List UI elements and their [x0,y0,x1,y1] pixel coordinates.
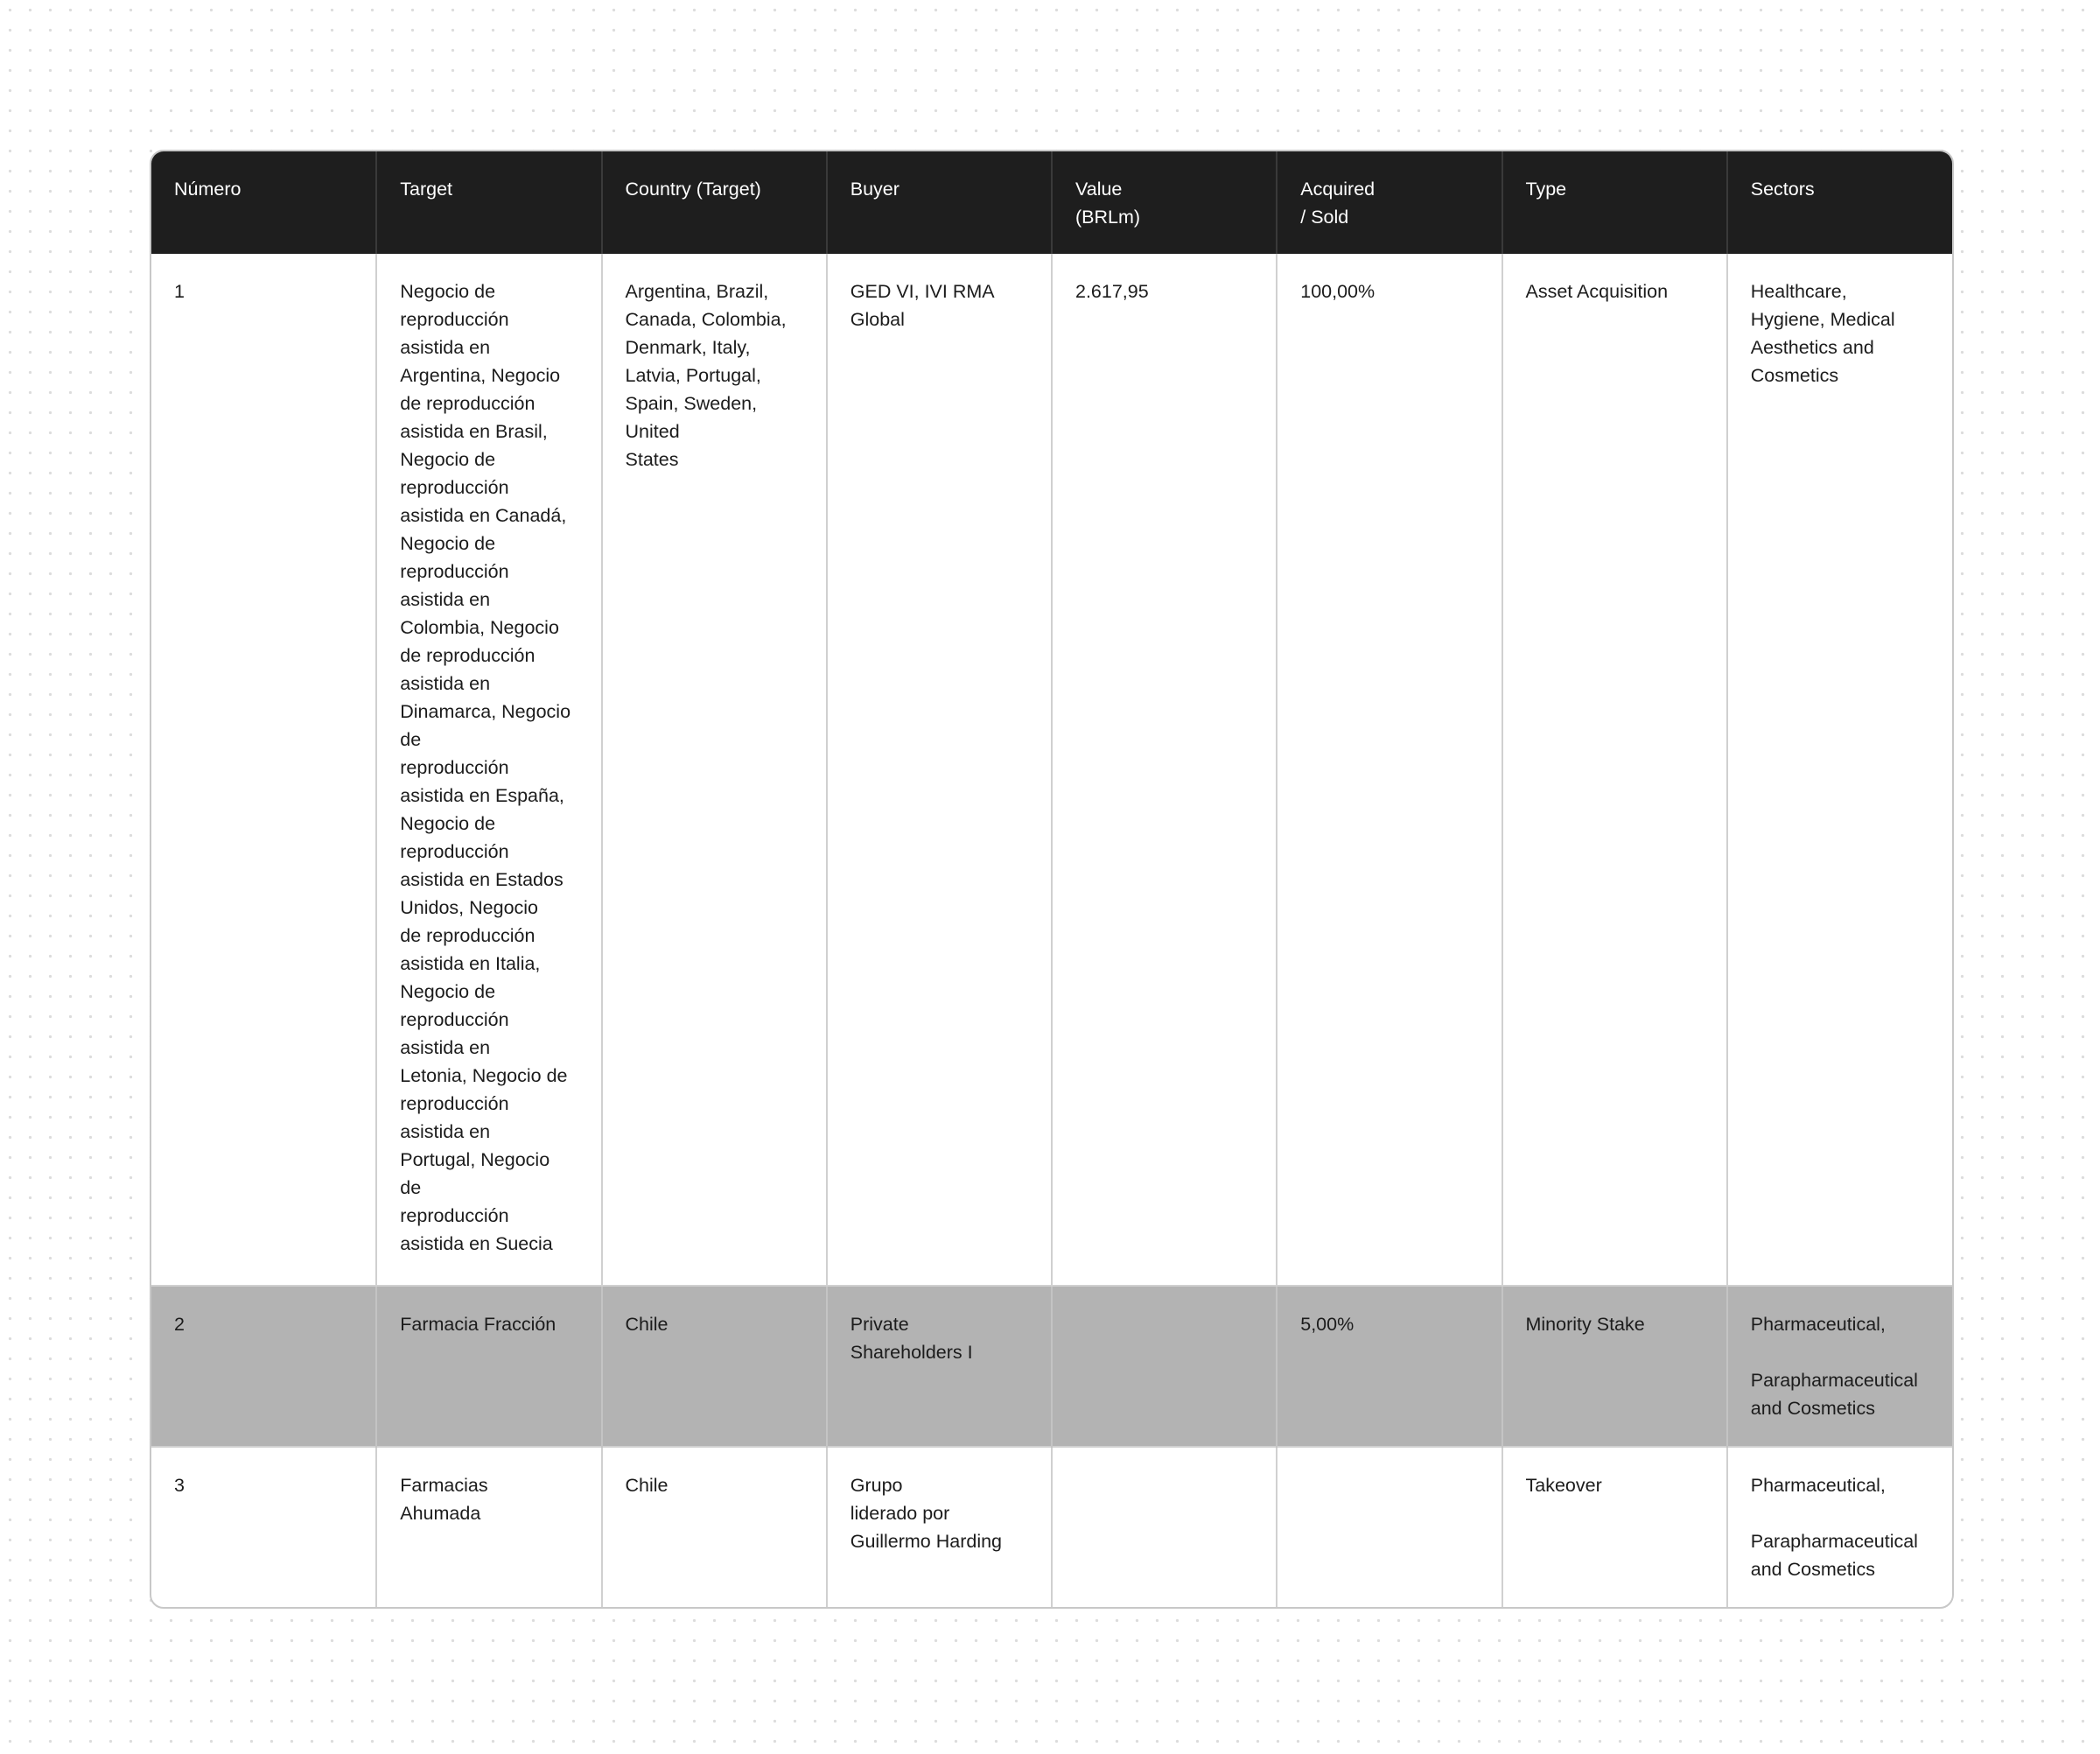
header-type: Type [1502,151,1727,254]
cell-country: Argentina, Brazil, Canada, Colombia, Denmark, Italy, Latvia, Portugal, Spain, Sweden, United States [602,254,827,1286]
cell-acquired-sold: 5,00% [1277,1286,1502,1447]
cell-numero: 2 [151,1286,376,1447]
cell-target: Farmacias Ahumada [376,1447,601,1607]
header-value: Value (BRLm) [1052,151,1277,254]
header-numero: Número [174,179,242,200]
cell-acquired-sold [1277,1447,1502,1607]
cell-value [1052,1447,1277,1607]
table-body [151,254,1952,1607]
cell-acquired-sold: 100,00% [1277,254,1502,1286]
header-acquired-sold: Acquired / Sold [1277,151,1502,254]
cell-buyer: Private Shareholders I [827,1286,1052,1447]
cell-type: Minority Stake [1502,1286,1727,1447]
cell-sectors: Pharmaceutical, Parapharmaceutical and Cosmetics [1727,1286,1952,1447]
cell-numero: 1 [174,281,185,302]
cell-sectors: Healthcare, Hygiene, Medical Aesthetics and Cosmetics [1727,254,1952,1286]
table-header [151,151,1952,254]
header-buyer: Buyer [827,151,1052,254]
cell-numero: 3 [151,1447,376,1607]
table-row [151,254,1952,1286]
cell-target: Farmacia Fracción [376,1286,601,1447]
cell-buyer: GED VI, IVI RMA Global [827,254,1052,1286]
cell-type: Takeover [1502,1447,1727,1607]
table-row [151,1286,1952,1447]
cell-buyer: Grupo liderado por Guillermo Harding [827,1447,1052,1607]
header-sectors: Sectors [1727,151,1952,254]
cell-country: Chile [602,1286,827,1447]
cell-target: Negocio de reproducción asistida en Argentina, Negocio de reproducción asistida en Brasil, Negocio de reproducción asistida en Canadá, Negocio de reproducción asistida en Colombia, Negocio de reproducción asistida en Dinamarca, Negocio de reproducción asistida en España, Negocio de reproducción asistida en Estados Unidos, Negocio de reproducción asistida en Italia, Negocio de reproducción asistida en Letonia, Negocio de reproducción asistida en Portugal, Negocio de reproducción asistida en Suecia [376,254,601,1286]
table-row [151,1447,1952,1607]
header-row [151,151,1952,254]
cell-value: 2.617,95 [1052,254,1277,1286]
deals-table [151,151,1952,1607]
cell-value [1052,1286,1277,1447]
header-target: Target [376,151,601,254]
cell-sectors: Pharmaceutical, Parapharmaceutical and Cosmetics [1727,1447,1952,1607]
cell-type: Asset Acquisition [1502,254,1727,1286]
deals-table-card [150,150,1954,1609]
cell-country: Chile [602,1447,827,1607]
header-country: Country (Target) [602,151,827,254]
